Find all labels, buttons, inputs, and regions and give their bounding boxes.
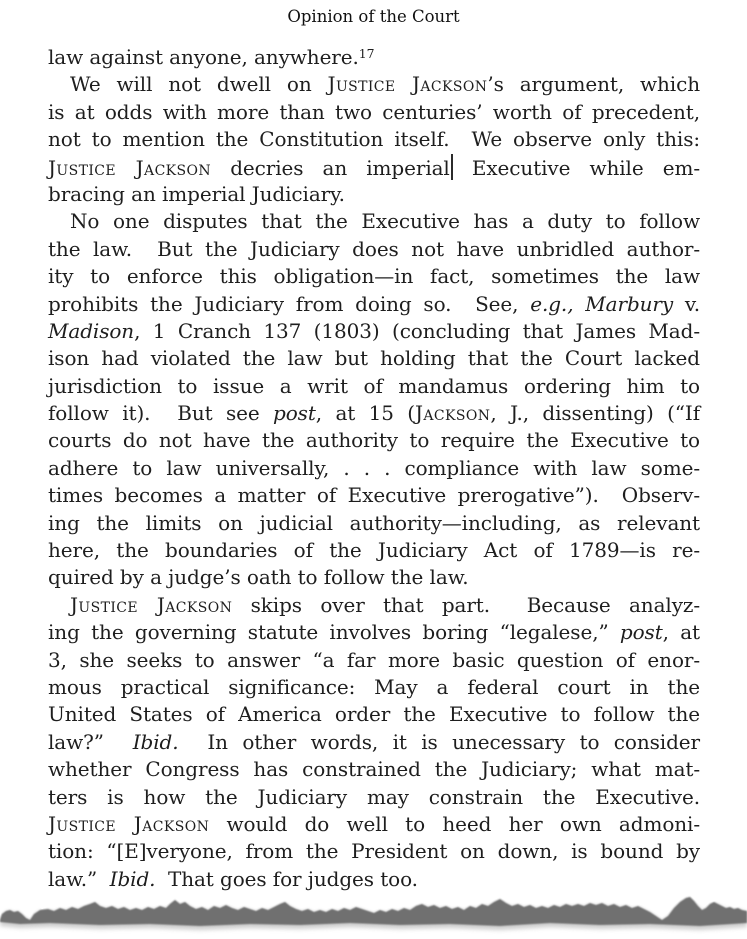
small-caps-text: Justice Jackson <box>48 155 212 180</box>
text-line <box>48 756 700 783</box>
body-text-span: quired by a judge’s oath to follow the law. <box>48 565 469 590</box>
text-line <box>48 619 700 646</box>
text-line <box>48 455 700 482</box>
text-line <box>48 784 700 811</box>
footnote-marker: 17 <box>358 46 375 62</box>
text-line <box>48 674 700 701</box>
text-line <box>48 126 700 153</box>
torn-paper-edge <box>0 894 747 939</box>
text-line <box>48 427 700 454</box>
text-line <box>48 564 700 591</box>
text-line <box>48 71 700 98</box>
text-line <box>48 263 700 290</box>
text-line <box>48 592 700 619</box>
text-line <box>48 400 700 427</box>
text-line <box>48 811 700 838</box>
italic-text: Ibid. <box>132 729 179 754</box>
body-text-span: whether Congress has constrained the Judiciary; what mat- <box>48 757 700 782</box>
body-text-span: ing the limits on judicial authority—including, as relevant <box>48 510 700 535</box>
text-line <box>48 510 700 537</box>
body-text-span: We will not dwell on <box>70 72 328 97</box>
body-text-span: mous practical significance: May a federal court in the <box>48 674 700 699</box>
italic-text: e.g., <box>530 291 574 316</box>
body-text-span: No one disputes that the Executive has a duty to follow <box>70 209 700 234</box>
text-line <box>48 345 700 372</box>
body-text-span: the law. But the Judiciary does not have unbridled author- <box>48 236 700 261</box>
text-line <box>48 373 700 400</box>
text-line <box>48 99 700 126</box>
body-text-span: 3, she seeks to answer “a far more basic question of enor- <box>48 647 700 672</box>
body-text-span: That goes for judges too. <box>155 866 418 891</box>
body-text-span: ity to enforce this obligation—in fact, sometimes the law <box>48 264 700 289</box>
body-text-span: follow it). But see <box>48 401 274 426</box>
text-line <box>48 729 700 756</box>
body-text-span: here, the boundaries of the Judiciary Act of 1789—is re- <box>48 538 700 563</box>
body-text-span: would do well to heed her own admoni- <box>209 811 700 836</box>
body-text-span: ’s argument, which <box>487 72 700 97</box>
body-text-span: is at odds with more than two centuries’ worth of precedent, <box>48 99 700 124</box>
body-text-span: jurisdiction to issue a writ of mandamus ordering him to <box>48 373 700 398</box>
body-text-span: , at <box>662 620 700 645</box>
text-line <box>48 291 700 318</box>
body-text-span: In other words, it is unecessary to consider <box>178 729 700 754</box>
text-line <box>48 838 700 865</box>
body-text-span: prohibits the Judiciary from doing so. See, <box>48 291 531 316</box>
body-text-span: tion: “[E]veryone, from the President on down, is bound by <box>48 839 700 864</box>
text-line <box>48 208 700 235</box>
body-text-span: , J., dissenting) (“If <box>490 401 700 426</box>
italic-text: Ibid. <box>109 866 156 891</box>
italic-text: Marbury <box>585 291 674 316</box>
body-text-span: times becomes a matter of Executive prerogative”). Observ- <box>48 483 700 508</box>
text-line <box>48 866 700 893</box>
body-text-span: adhere to law universally, . . . compliance with law some- <box>48 455 700 480</box>
body-text-span: skips over that part. Because analyz- <box>232 592 700 617</box>
body-text-span: Executive while em- <box>452 155 700 180</box>
small-caps-text: Justice Jackson <box>327 72 488 97</box>
body-text-span <box>573 292 585 316</box>
small-caps-text: Justice Jackson <box>48 811 210 836</box>
text-line <box>48 181 700 208</box>
body-text-span: not to mention the Constitution itself. We observe only this: <box>48 127 700 152</box>
body-text-span: United States of America order the Executive to follow the <box>48 702 700 727</box>
body-text-span: courts do not have the authority to require the Executive to <box>48 428 700 453</box>
body-text-span: , at 15 ( <box>315 401 415 426</box>
text-line <box>48 701 700 728</box>
body-text-span: ison had violated the law but holding that the Court lacked <box>48 346 700 371</box>
italic-text: post <box>619 620 663 645</box>
text-line <box>48 44 700 71</box>
small-caps-text: Justice Jackson <box>70 592 233 617</box>
text-line <box>48 236 700 263</box>
opinion-body-text <box>48 44 700 893</box>
body-text-span: bracing an imperial Judiciary. <box>48 181 345 206</box>
body-text-span: v. <box>673 291 700 316</box>
small-caps-text: Jackson <box>415 401 491 426</box>
text-line <box>48 482 700 509</box>
body-text-span: law against anyone, anywhere. <box>48 45 359 69</box>
text-line <box>48 647 700 674</box>
text-line <box>48 154 700 181</box>
text-line <box>48 537 700 564</box>
body-text-span: , 1 Cranch 137 (1803) (concluding that James Mad- <box>134 318 700 343</box>
italic-text: post <box>273 401 316 426</box>
body-text-span: law?” <box>48 729 133 754</box>
body-text-span: ters is how the Judiciary may constrain the Executive. <box>48 784 700 809</box>
body-text-span: law.” <box>48 866 110 891</box>
body-text-span: ing the governing statute involves boring “legalese,” <box>48 620 620 645</box>
text-line <box>48 318 700 345</box>
body-text-span: decries an imperial <box>211 155 450 180</box>
running-head: Opinion of the Court <box>287 7 460 26</box>
italic-text: Madison <box>48 318 135 343</box>
